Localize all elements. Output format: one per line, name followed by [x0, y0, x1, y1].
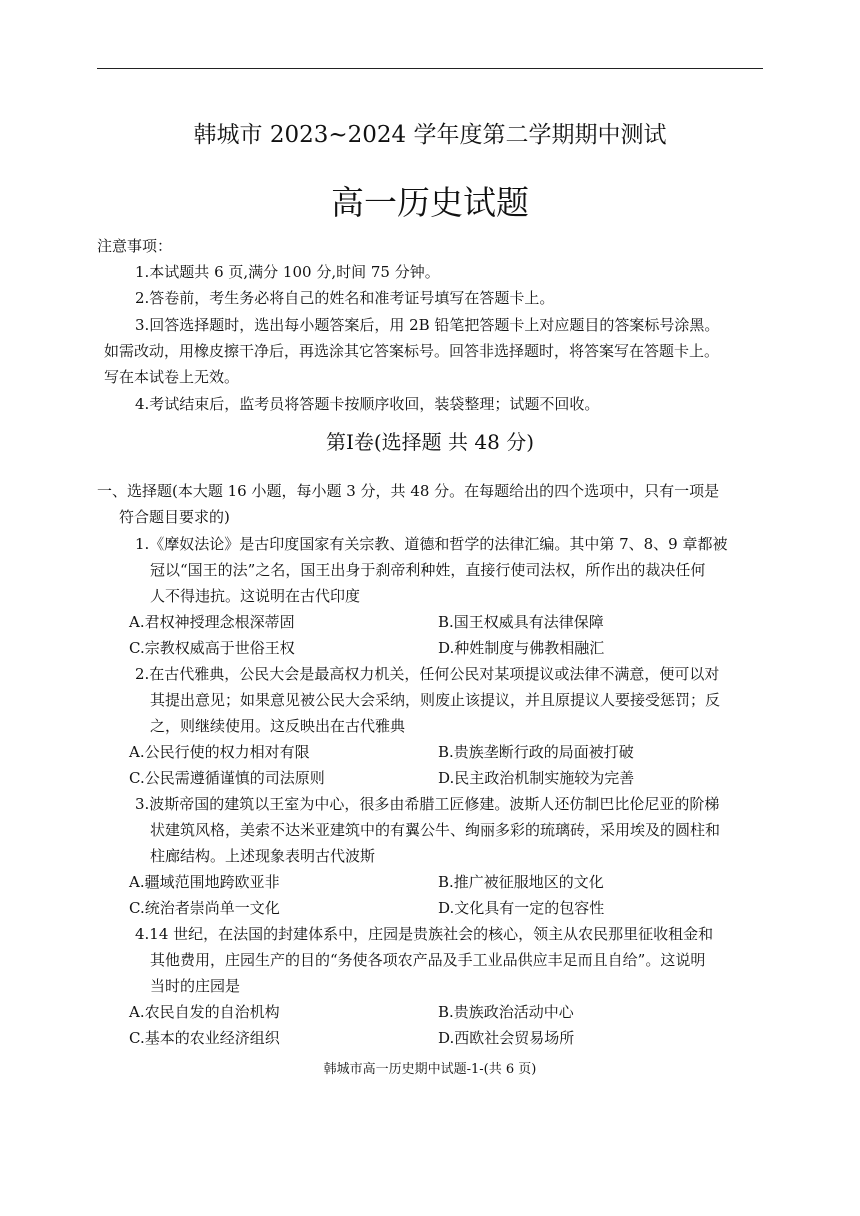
question-4-line: 其他费用，庄园生产的目的“务使各项农产品及手工业品供应丰足而且自给”。这说明	[150, 951, 706, 969]
page-footer: 韩城市高一历史期中试题-1-(共 6 页)	[323, 1062, 537, 1077]
subject-title: 高一历史试题	[331, 183, 529, 222]
question-2-line: 2.在古代雅典，公民大会是最高权力机关，任何公民对某项提议或法律不满意，便可以对	[135, 665, 720, 683]
question-4-line: 4.14 世纪，在法国的封建体系中，庄园是贵族社会的核心，领主从农民那里征收租金和	[135, 925, 714, 943]
notice-item: 1.本试题共 6 页,满分 100 分,时间 75 分钟。	[135, 263, 440, 281]
question-2-option-a: A.公民行使的权力相对有限	[129, 743, 310, 761]
question-1-option-d: D.种姓制度与佛教相融汇	[438, 639, 605, 657]
top-rule	[97, 68, 763, 69]
question-4-option-c: C.基本的农业经济组织	[129, 1029, 280, 1047]
section-title: 第Ⅰ卷(选择题 共 48 分)	[325, 430, 535, 454]
question-1-option-b: B.国王权威具有法律保障	[438, 613, 604, 631]
question-3-option-a: A.疆域范围地跨欧亚非	[129, 873, 280, 891]
exam-title: 韩城市 2023~2024 学年度第二学期期中测试	[193, 122, 667, 148]
notice-heading: 注意事项：	[97, 237, 173, 255]
question-3-option-c: C.统治者崇尚单一文化	[129, 899, 280, 917]
notice-item: 如需改动，用橡皮擦干净后，再选涂其它答案标号。回答非选择题时，将答案写在答题卡上。	[104, 342, 720, 360]
question-3-option-b: B.推广被征服地区的文化	[438, 873, 604, 891]
question-2-line: 其提出意见；如果意见被公民大会采纳，则废止该提议，并且原提议人要接受惩罚；反	[150, 691, 721, 709]
question-2-option-c: C.公民需遵循谨慎的司法原则	[129, 769, 325, 787]
question-4-line: 当时的庄园是	[150, 977, 241, 995]
question-1-line: 冠以“国王的法”之名，国王出身于刹帝利种姓，直接行使司法权，所作出的裁决任何	[150, 561, 706, 579]
section-instruction: 一、选择题(本大题 16 小题，每小题 3 分，共 48 分。在每题给出的四个选项中，只有一项是	[97, 482, 720, 500]
question-1-line: 1.《摩奴法论》是古印度国家有关宗教、道德和哲学的法律汇编。其中第 7、8、9 章都被	[135, 535, 728, 553]
question-2-option-b: B.贵族垄断行政的局面被打破	[438, 743, 634, 761]
notice-item: 4.考试结束后，监考员将答题卡按顺序收回，装袋整理；试题不回收。	[135, 395, 600, 413]
question-4-option-a: A.农民自发的自治机构	[129, 1003, 280, 1021]
question-3-option-d: D.文化具有一定的包容性	[438, 899, 605, 917]
question-3-line: 状建筑风格，美索不达米亚建筑中的有翼公牛、绚丽多彩的琉璃砖，采用埃及的圆柱和	[150, 821, 721, 839]
question-3-line: 3.波斯帝国的建筑以王室为中心，很多由希腊工匠修建。波斯人还仿制巴比伦尼亚的阶梯	[135, 795, 720, 813]
notice-item: 3.回答选择题时，选出每小题答案后，用 2B 铅笔把答题卡上对应题目的答案标号涂黑。	[135, 316, 720, 334]
question-1-option-a: A.君权神授理念根深蒂固	[129, 613, 295, 631]
question-4-option-b: B.贵族政治活动中心	[438, 1003, 574, 1021]
notice-item: 写在本试卷上无效。	[104, 368, 240, 386]
question-3-line: 柱廊结构。上述现象表明古代波斯	[150, 847, 376, 865]
question-2-line: 之，则继续使用。这反映出在古代雅典	[150, 717, 406, 735]
section-instruction: 符合题目要求的)	[119, 508, 230, 526]
question-2-option-d: D.民主政治机制实施较为完善	[438, 769, 635, 787]
question-1-line: 人不得违抗。这说明在古代印度	[150, 587, 361, 605]
question-1-option-c: C.宗教权威高于世俗王权	[129, 639, 295, 657]
question-4-option-d: D.西欧社会贸易场所	[438, 1029, 575, 1047]
notice-item: 2.答卷前，考生务必将自己的姓名和准考证号填写在答题卡上。	[135, 289, 555, 307]
